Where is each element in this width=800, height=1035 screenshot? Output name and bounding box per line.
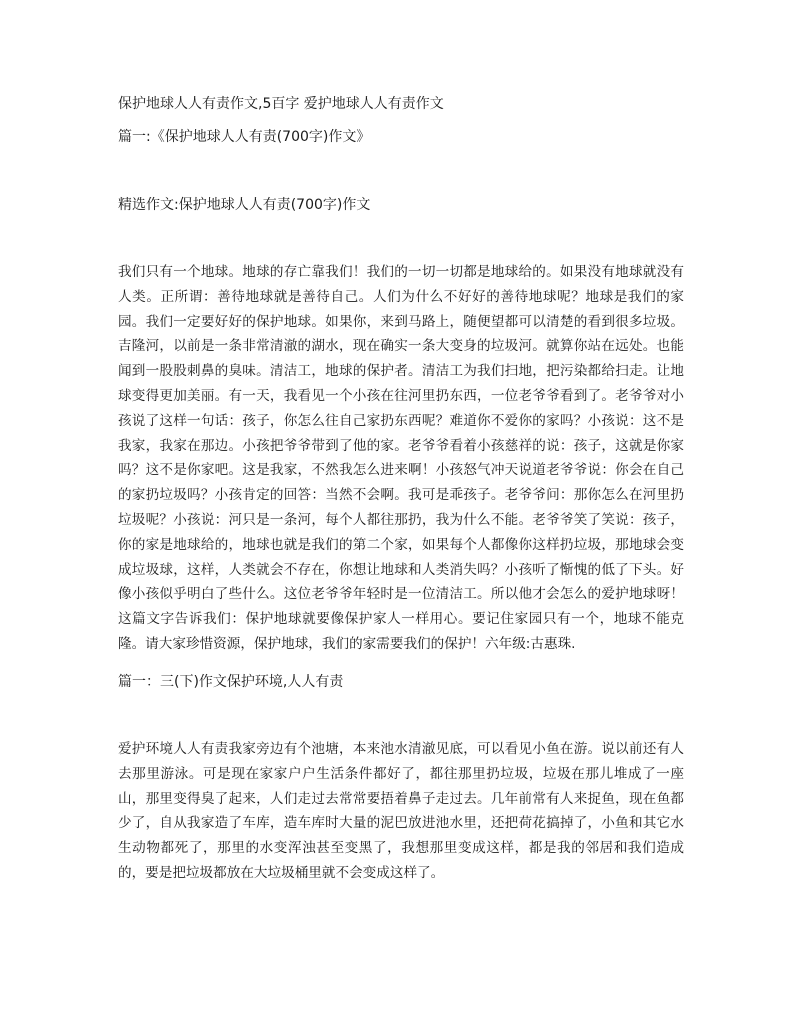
- section-1-subheading: 精选作文:保护地球人人有责(700字)作文: [118, 197, 371, 213]
- section-1-heading: 篇一:《保护地球人人有责(700字)作文》: [118, 129, 371, 145]
- section-1-body: 我们只有一个地球。地球的存亡靠我们！我们的一切一切都是地球给的。如果没有地球就没有人类。正所谓：善待地球就是善待自己。人们为什么不好好的善待地球呢？地球是我们的家园。我们一定要好好的保护地球。如果你，来到马路上，随便望都可以清楚的看到很多垃圾。吉隆河，以前是一条非常清澈的湖水，现在确实一条大变身的垃圾河。就算你站在远处。也能闻到一股股刺鼻的臭味。清洁工，地球的保护者。清洁工为我们扫地，把污染都给扫走。让地球变得更加美丽。有一天，我看见一个小孩在往河里扔东西，一位老爷爷看到了。老爷爷对小孩说了这样一句话：孩子，你怎么往自己家扔东西呢？难道你不爱你的家吗？小孩说：这不是我家，我家在那边。小孩把爷爷带到了他的家。老爷爷看着小孩慈祥的说：孩子，这就是你家吗？这不是你家吧。这是我家，不然我怎么进来啊！小孩怒气冲天说道老爷爷说：你会在自己的家扔垃圾吗？小孩肯定的回答：当然不会啊。我可是乖孩子。老爷爷问：那你怎么在河里扔垃圾呢？小孩说：河只是一条河，每个人都往那扔，我为什么不能。老爷爷笑了笑说：孩子，你的家是地球给的，地球也就是我们的第二个家，如果每个人都像你这样扔垃圾，那地球会变成垃圾球，这样，人类就会不存在，你想让地球和人类消失吗？小孩听了惭愧的低了下头。好像小孩似乎明白了些什么。这位老爷爷年轻时是一位清洁工。所以他才会怎么的爱护地球呀！这篇文字告诉我们：保护地球就要像保护家人一样用心。要记住家园只有一个，地球不能克隆。请大家珍惜资源，保护地球，我们的家需要我们的保护！六年级:古惠珠.: [118, 264, 684, 652]
- document-title: 保护地球人人有责作文,5百字 爱护地球人人有责作文: [118, 96, 444, 112]
- section-2-heading: 篇一：三(下)作文保护环境,人人有责: [118, 674, 344, 690]
- section-2-body: 爱护环境人人有责我家旁边有个池塘，本来池水清澈见底，可以看见小鱼在游。说以前还有人去那里游泳。可是现在家家户户生活条件都好了，都往那里扔垃圾，垃圾在那儿堆成了一座山，那里变得臭了起来，人们走过去常常要捂着鼻子走过去。几年前常有人来捉鱼，现在鱼都少了，自从我家造了车库，造车库时大量的泥巴放进池水里，还把荷花搞掉了，小鱼和其它水生动物都死了，那里的水变浑浊甚至变黑了，我想那里变成这样，都是我的邻居和我们造成的，要是把垃圾都放在大垃圾桶里就不会变成这样了。: [118, 741, 684, 881]
